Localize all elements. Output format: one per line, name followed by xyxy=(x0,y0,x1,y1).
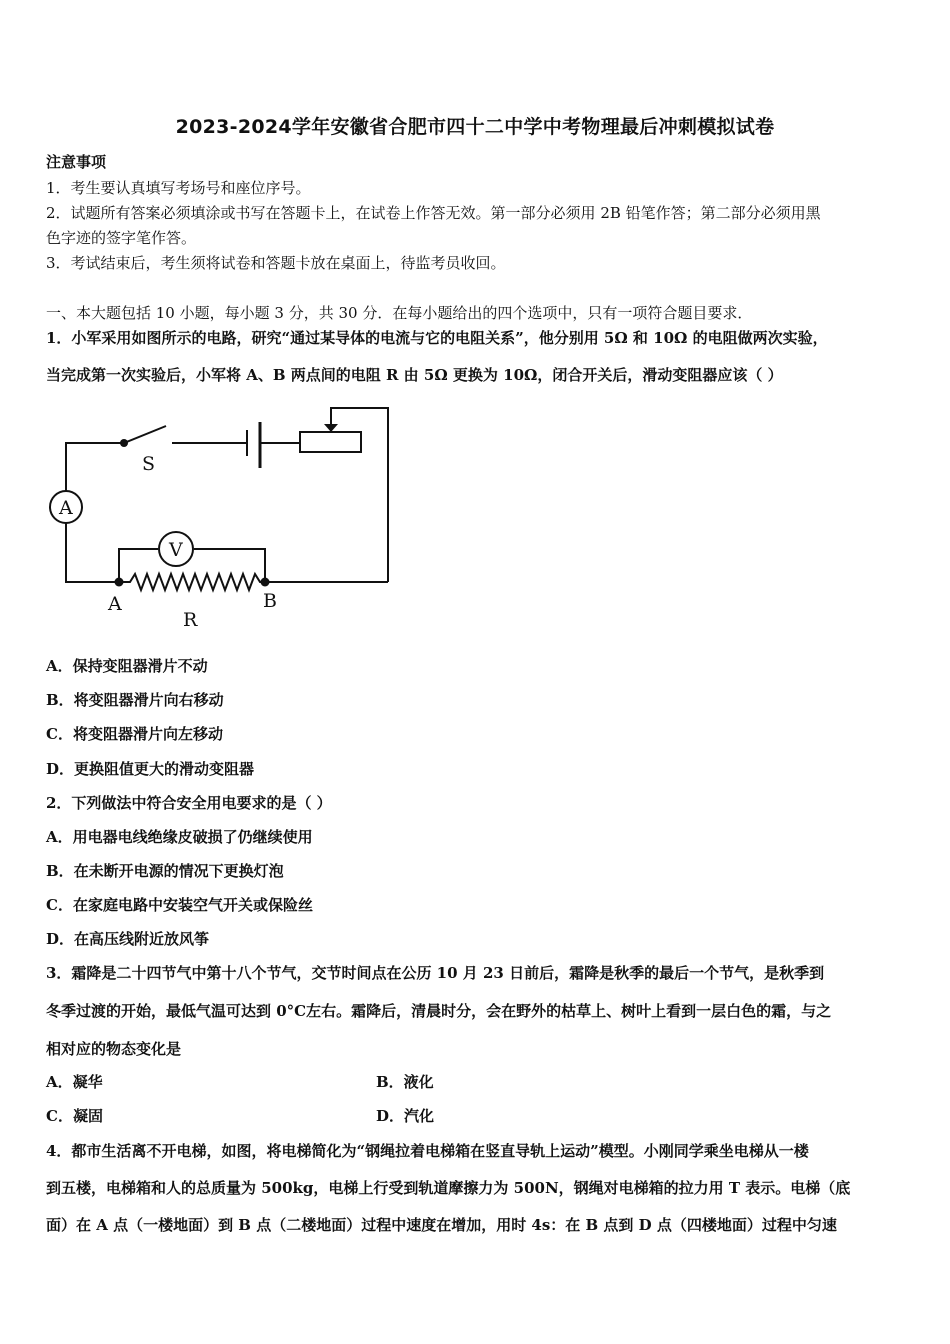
notice-heading: 注意事项 xyxy=(46,153,107,171)
option: A．用电器电线绝缘皮破损了仍继续使用 xyxy=(46,828,313,846)
node-a xyxy=(115,578,124,587)
question-3-stem: 冬季过渡的开始，最低气温可达到 0°C左右。霜降后，清晨时分，会在野外的枯草上、树叶上看到一层白色的霜，与之 xyxy=(46,1002,832,1020)
switch-blade xyxy=(124,426,166,443)
switch-label: S xyxy=(142,453,156,475)
wire xyxy=(66,443,124,491)
notice-item: 色字迹的签字笔作答。 xyxy=(46,229,197,247)
question-3-stem: 相对应的物态变化是 xyxy=(46,1040,182,1058)
wire xyxy=(331,408,388,582)
option: A．凝华 xyxy=(46,1073,103,1091)
notice-item: 2．试题所有答案必须填涂或书写在答题卡上，在试卷上作答无效。第一部分必须用 2B 铅笔作答；第二部分必须用黑 xyxy=(46,204,821,222)
option: A．保持变阻器滑片不动 xyxy=(46,657,208,675)
option: B．在未断开电源的情况下更换灯泡 xyxy=(46,862,284,880)
option: D．在高压线附近放风筝 xyxy=(46,930,210,948)
notice-item: 1．考生要认真填写考场号和座位序号。 xyxy=(46,179,311,197)
question-1-stem: 1．小军采用如图所示的电路，研究“通过某导体的电流与它的电阻关系”，他分别用 5Ω 和 10Ω 的电阻做两次实验， xyxy=(46,329,828,347)
wire xyxy=(119,549,158,582)
circuit-diagram xyxy=(40,398,410,634)
rheostat-slider-arrow xyxy=(324,424,338,432)
question-4-stem: 4．都市生活离不开电梯，如图，将电梯简化为“钢绳拉着电梯箱在竖直导轨上运动”模型。小刚同学乘坐电梯从一楼 xyxy=(46,1142,809,1160)
point-b-label: B xyxy=(263,590,277,612)
option: D．汽化 xyxy=(376,1107,435,1125)
option: D．更换阻值更大的滑动变阻器 xyxy=(46,760,255,778)
switch-node xyxy=(120,439,128,447)
option: B．液化 xyxy=(376,1073,434,1091)
resistor-label: R xyxy=(183,609,198,631)
resistor-r xyxy=(119,574,265,590)
question-4-stem: 面）在 A 点（一楼地面）到 B 点（二楼地面）过程中速度在增加，用时 4s：在 B 点到 D 点（四楼地面）过程中匀速 xyxy=(46,1216,837,1234)
wire xyxy=(66,523,119,582)
voltmeter-label: V xyxy=(169,539,183,561)
question-2-stem: 2．下列做法中符合安全用电要求的是（ ） xyxy=(46,794,332,812)
ammeter-label: A xyxy=(59,497,73,519)
point-a-label: A xyxy=(108,593,122,615)
page-title: 2023-2024学年安徽省合肥市四十二中学中考物理最后冲刺模拟试卷 xyxy=(175,116,775,138)
notice-item: 3．考试结束后，考生须将试卷和答题卡放在桌面上，待监考员收回。 xyxy=(46,254,506,272)
option: C．凝固 xyxy=(46,1107,103,1125)
rheostat-body xyxy=(300,432,361,452)
section-heading: 一、本大题包括 10 小题，每小题 3 分，共 30 分．在每小题给出的四个选项中，只有一项符合题目要求． xyxy=(46,304,753,322)
option: C．将变阻器滑片向左移动 xyxy=(46,725,223,743)
option: B．将变阻器滑片向右移动 xyxy=(46,691,224,709)
question-1-stem: 当完成第一次实验后，小军将 A、B 两点间的电阻 R 由 5Ω 更换为 10Ω，闭合开关后，滑动变阻器应该（ ） xyxy=(46,366,783,384)
question-3-stem: 3．霜降是二十四节气中第十八个节气，交节时间点在公历 10 月 23 日前后，霜降是秋季的最后一个节气，是秋季到 xyxy=(46,964,825,982)
option: C．在家庭电路中安装空气开关或保险丝 xyxy=(46,896,313,914)
node-b xyxy=(261,578,270,587)
question-4-stem: 到五楼，电梯箱和人的总质量为 500kg，电梯上行受到轨道摩擦力为 500N，钢绳对电梯箱的拉力用 T 表示。电梯（底 xyxy=(46,1179,851,1197)
